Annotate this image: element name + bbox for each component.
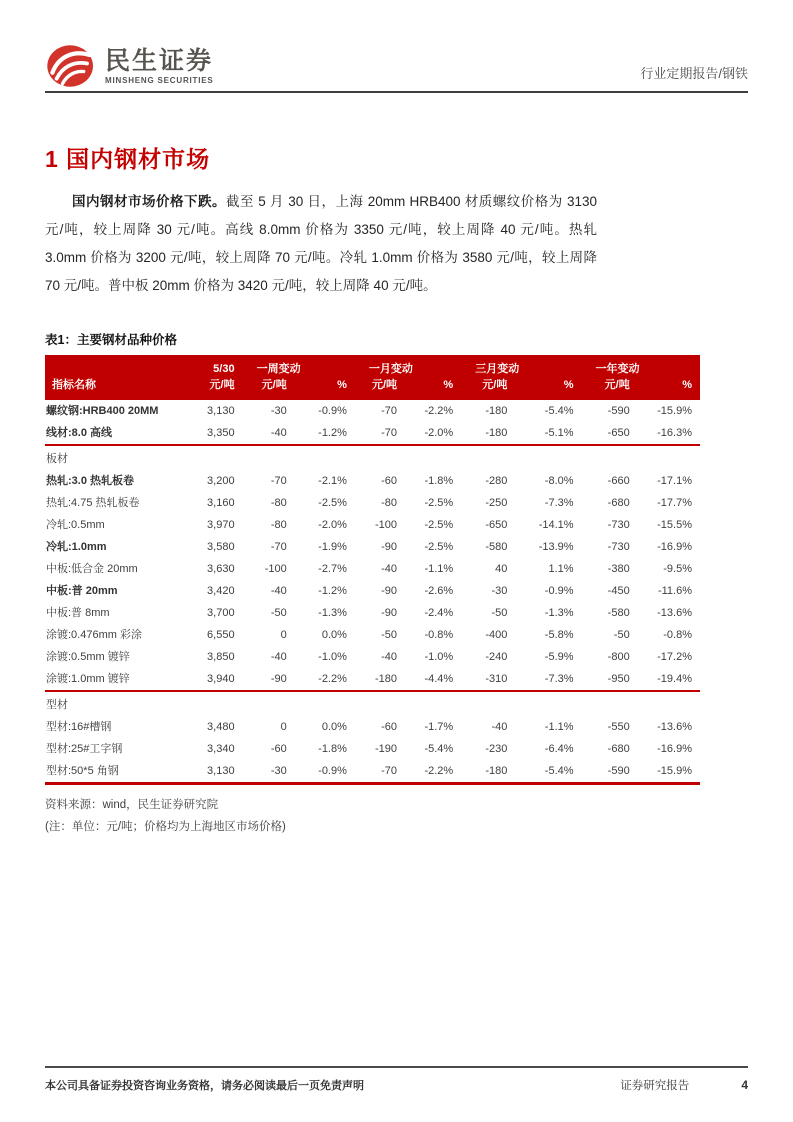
row-label: 中板:普 20mm <box>46 585 118 597</box>
value-cell: -8.0% <box>544 475 574 487</box>
value-cell: 3,130 <box>207 765 235 777</box>
value-cell: -40 <box>381 563 398 575</box>
value-cell: -0.9% <box>318 765 347 777</box>
footer-report-label: 证券研究报告 <box>620 1080 690 1092</box>
category-label: 型材 <box>45 691 700 716</box>
paragraph-body: 截至 5 月 30 日，上海 20mm HRB400 材质螺纹价格为 3130 元/吨，较上周降 30 元/吨。高线 8.0mm 价格为 3350 元/吨，较上周降 40 元/吨。热轧 3.0mm 价格为 3200 元/吨，较上周降 70 元/吨。冷轧 1.0mm 价格为 3580 元/吨，较上周降 70 元/吨。普中板 20mm 价格为 3420 元/吨，较上周降 40 元/吨。 <box>45 194 597 293</box>
paragraph-lead: 国内钢材市场价格下跌。 <box>72 194 226 209</box>
category-label: 板材 <box>45 445 700 470</box>
value-cell: -14.1% <box>538 519 574 531</box>
value-cell: -5.1% <box>544 427 574 439</box>
header-spacer <box>45 355 182 377</box>
value-cell: -13.6% <box>657 721 692 733</box>
value-cell: -1.1% <box>544 721 574 733</box>
value-cell: -2.0% <box>424 427 454 439</box>
value-cell: -250 <box>485 497 508 509</box>
value-cell: -17.1% <box>657 475 692 487</box>
value-cell: -2.4% <box>424 607 454 619</box>
summary-paragraph <box>45 188 597 300</box>
table-row <box>45 492 700 514</box>
table-row <box>45 580 700 602</box>
value-cell: -60 <box>381 721 398 733</box>
value-cell: -660 <box>607 475 630 487</box>
value-cell: -1.2% <box>318 585 347 597</box>
value-cell: -590 <box>607 765 630 777</box>
value-cell: -1.2% <box>318 427 347 439</box>
value-cell: -2.0% <box>318 519 347 531</box>
value-cell: -730 <box>607 541 630 553</box>
value-cell: -1.8% <box>424 475 454 487</box>
value-cell: -0.8% <box>663 629 692 641</box>
report-type-label: 行业定期报告/钢铁 <box>640 66 748 81</box>
value-cell: 0 <box>280 721 287 733</box>
value-cell: 3,630 <box>207 563 235 575</box>
row-label: 冷轧:0.5mm <box>46 519 105 531</box>
value-cell: -2.5% <box>424 519 454 531</box>
value-cell: -5.8% <box>544 629 574 641</box>
value-cell: -180 <box>485 765 508 777</box>
table-row <box>45 514 700 536</box>
value-cell: 3,130 <box>207 405 235 417</box>
value-cell: -2.2% <box>424 405 454 417</box>
minsheng-logo-icon <box>45 44 97 88</box>
value-cell: -380 <box>607 563 630 575</box>
unit-header: % <box>638 377 700 400</box>
row-label: 冷轧:1.0mm <box>46 541 107 553</box>
value-cell: -40 <box>270 427 287 439</box>
brand-text <box>105 48 214 85</box>
value-cell: 0 <box>280 629 287 641</box>
row-label: 型材:25#工字钢 <box>46 743 123 755</box>
value-cell: -13.9% <box>538 541 574 553</box>
value-cell: -40 <box>270 651 287 663</box>
value-cell: -580 <box>485 541 508 553</box>
row-label: 型材:16#槽钢 <box>46 721 112 733</box>
value-cell: -1.3% <box>544 607 574 619</box>
value-cell: -90 <box>270 673 287 685</box>
unit-header: % <box>515 377 581 400</box>
column-group-label: 三月变动 <box>461 355 581 377</box>
value-cell: -15.5% <box>657 519 692 531</box>
value-cell: -180 <box>485 405 508 417</box>
value-cell: -580 <box>607 607 630 619</box>
value-cell: -5.4% <box>424 743 454 755</box>
value-cell: -16.9% <box>657 541 692 553</box>
table-row <box>45 738 700 760</box>
value-cell: -450 <box>607 585 630 597</box>
column-group-label: 一月变动 <box>355 355 461 377</box>
value-cell: 40 <box>495 563 508 575</box>
row-label: 涂镀:1.0mm 镀锌 <box>46 673 130 685</box>
value-cell: -40 <box>270 585 287 597</box>
brand-name-en: MINSHENG SECURITIES <box>105 75 214 85</box>
value-cell: 3,940 <box>207 673 235 685</box>
page-header <box>45 44 748 93</box>
table-row <box>45 536 700 558</box>
value-cell: 0.0% <box>321 721 347 733</box>
column-group-label: 一周变动 <box>243 355 355 377</box>
column-group-label: 一年变动 <box>582 355 700 377</box>
row-label: 中板:低合金 20mm <box>46 563 138 575</box>
value-cell: -50 <box>270 607 287 619</box>
value-cell: 0.0% <box>321 629 347 641</box>
value-cell: -90 <box>381 585 398 597</box>
unit-header: 元/吨 <box>355 377 405 400</box>
value-cell: -40 <box>381 651 398 663</box>
value-cell: -2.5% <box>424 541 454 553</box>
value-cell: 3,580 <box>207 541 235 553</box>
value-cell: -2.1% <box>318 475 347 487</box>
page-number: 4 <box>741 1078 748 1092</box>
value-cell: 3,160 <box>207 497 235 509</box>
value-cell: -80 <box>270 519 287 531</box>
row-label: 热轧:3.0 热轧板卷 <box>46 475 135 487</box>
value-cell: -13.6% <box>657 607 692 619</box>
row-label: 中板:普 8mm <box>46 607 110 619</box>
unit-header: % <box>295 377 355 400</box>
value-cell: -0.9% <box>318 405 347 417</box>
price-table <box>45 355 700 785</box>
value-cell: -800 <box>607 651 630 663</box>
table-row <box>45 470 700 492</box>
value-cell: -2.5% <box>318 497 347 509</box>
table-row <box>45 624 700 646</box>
row-label: 涂镀:0.476mm 彩涂 <box>46 629 142 641</box>
value-cell: -16.9% <box>657 743 692 755</box>
value-cell: -7.3% <box>544 673 574 685</box>
value-cell: -16.3% <box>657 427 692 439</box>
value-cell: -2.2% <box>318 673 347 685</box>
value-cell: -70 <box>270 541 287 553</box>
row-label: 涂镀:0.5mm 镀锌 <box>46 651 130 663</box>
value-cell: -5.9% <box>544 651 574 663</box>
value-cell: -280 <box>485 475 508 487</box>
row-label: 热轧:4.75 热轧板卷 <box>46 497 140 509</box>
value-cell: 6,550 <box>207 629 235 641</box>
category-row <box>45 445 700 470</box>
value-cell: -400 <box>485 629 508 641</box>
table-row <box>45 558 700 580</box>
value-cell: -190 <box>375 743 398 755</box>
value-cell: -50 <box>491 607 508 619</box>
category-row <box>45 691 700 716</box>
value-cell: 3,700 <box>207 607 235 619</box>
value-cell: -90 <box>381 541 398 553</box>
value-cell: -17.2% <box>657 651 692 663</box>
value-cell: 3,850 <box>207 651 235 663</box>
unit-header: % <box>405 377 461 400</box>
value-cell: -2.2% <box>424 765 454 777</box>
table-row <box>45 646 700 668</box>
value-cell: -7.3% <box>544 497 574 509</box>
value-cell: -9.5% <box>663 563 692 575</box>
table-row <box>45 760 700 784</box>
value-cell: -950 <box>607 673 630 685</box>
value-cell: -230 <box>485 743 508 755</box>
row-label: 型材:50*5 角钢 <box>46 765 119 777</box>
value-cell: -1.0% <box>318 651 347 663</box>
brand-name-cn: 民生证券 <box>105 46 214 75</box>
table-row <box>45 668 700 691</box>
value-cell: -1.0% <box>424 651 454 663</box>
value-cell: -1.9% <box>318 541 347 553</box>
value-cell: -1.8% <box>318 743 347 755</box>
table-title: 表1：主要钢材品种价格 <box>45 333 177 347</box>
value-cell: -180 <box>485 427 508 439</box>
value-cell: -60 <box>270 743 287 755</box>
value-cell: -70 <box>270 475 287 487</box>
value-cell: -15.9% <box>657 405 692 417</box>
value-cell: -1.3% <box>318 607 347 619</box>
value-cell: -19.4% <box>657 673 692 685</box>
table-row <box>45 602 700 624</box>
row-label: 线材:8.0 高线 <box>46 427 113 439</box>
page-footer <box>45 1066 748 1093</box>
value-cell: -680 <box>607 743 630 755</box>
table-row <box>45 400 700 422</box>
unit-header: 元/吨 <box>461 377 515 400</box>
value-cell: -680 <box>607 497 630 509</box>
table-row <box>45 716 700 738</box>
value-cell: -70 <box>381 405 398 417</box>
value-cell: 3,480 <box>207 721 235 733</box>
value-cell: 3,350 <box>207 427 235 439</box>
value-cell: -240 <box>485 651 508 663</box>
value-cell: -40 <box>491 721 508 733</box>
unit-header: 元/吨 <box>582 377 638 400</box>
value-cell: -550 <box>607 721 630 733</box>
value-cell: -80 <box>381 497 398 509</box>
column-group-label: 5/30 <box>182 355 242 377</box>
unit-note: (注：单位：元/吨；价格均为上海地区市场价格) <box>45 821 286 833</box>
value-cell: -2.7% <box>318 563 347 575</box>
value-cell: -4.4% <box>424 673 454 685</box>
value-cell: 3,970 <box>207 519 235 531</box>
value-cell: -2.6% <box>424 585 454 597</box>
value-cell: -650 <box>485 519 508 531</box>
source-note: 资料来源：wind，民生证券研究院 <box>45 799 219 811</box>
value-cell: -2.5% <box>424 497 454 509</box>
value-cell: -60 <box>381 475 398 487</box>
value-cell: -180 <box>375 673 398 685</box>
value-cell: -100 <box>264 563 287 575</box>
value-cell: -50 <box>381 629 398 641</box>
row-label: 螺纹钢:HRB400 20MM <box>46 405 159 417</box>
value-cell: -17.7% <box>657 497 692 509</box>
value-cell: -70 <box>381 765 398 777</box>
brand <box>45 44 214 88</box>
value-cell: -590 <box>607 405 630 417</box>
value-cell: -80 <box>270 497 287 509</box>
value-cell: -5.4% <box>544 765 574 777</box>
value-cell: -30 <box>270 405 287 417</box>
value-cell: -30 <box>491 585 508 597</box>
price-table-header <box>45 355 700 400</box>
value-cell: -650 <box>607 427 630 439</box>
value-cell: 3,340 <box>207 743 235 755</box>
value-cell: 3,200 <box>207 475 235 487</box>
footer-disclaimer: 本公司具备证券投资咨询业务资格，请务必阅读最后一页免责声明 <box>45 1080 364 1092</box>
price-table-body <box>45 400 700 784</box>
value-cell: -6.4% <box>544 743 574 755</box>
value-cell: -30 <box>270 765 287 777</box>
unit-header: 元/吨 <box>243 377 295 400</box>
value-cell: -90 <box>381 607 398 619</box>
value-cell: -730 <box>607 519 630 531</box>
value-cell: -50 <box>613 629 630 641</box>
unit-header: 元/吨 <box>182 377 242 400</box>
value-cell: 3,420 <box>207 585 235 597</box>
section-title: 1 国内钢材市场 <box>45 146 211 172</box>
value-cell: -70 <box>381 427 398 439</box>
value-cell: 1.1% <box>548 563 574 575</box>
footer-right <box>620 1077 748 1093</box>
value-cell: -1.1% <box>424 563 454 575</box>
value-cell: -0.9% <box>544 585 574 597</box>
value-cell: -1.7% <box>424 721 454 733</box>
value-cell: -11.6% <box>657 585 692 597</box>
table-row <box>45 422 700 445</box>
value-cell: -0.8% <box>424 629 454 641</box>
value-cell: -100 <box>375 519 398 531</box>
value-cell: -15.9% <box>657 765 692 777</box>
value-cell: -310 <box>485 673 508 685</box>
index-name-header: 指标名称 <box>45 377 182 400</box>
value-cell: -5.4% <box>544 405 574 417</box>
